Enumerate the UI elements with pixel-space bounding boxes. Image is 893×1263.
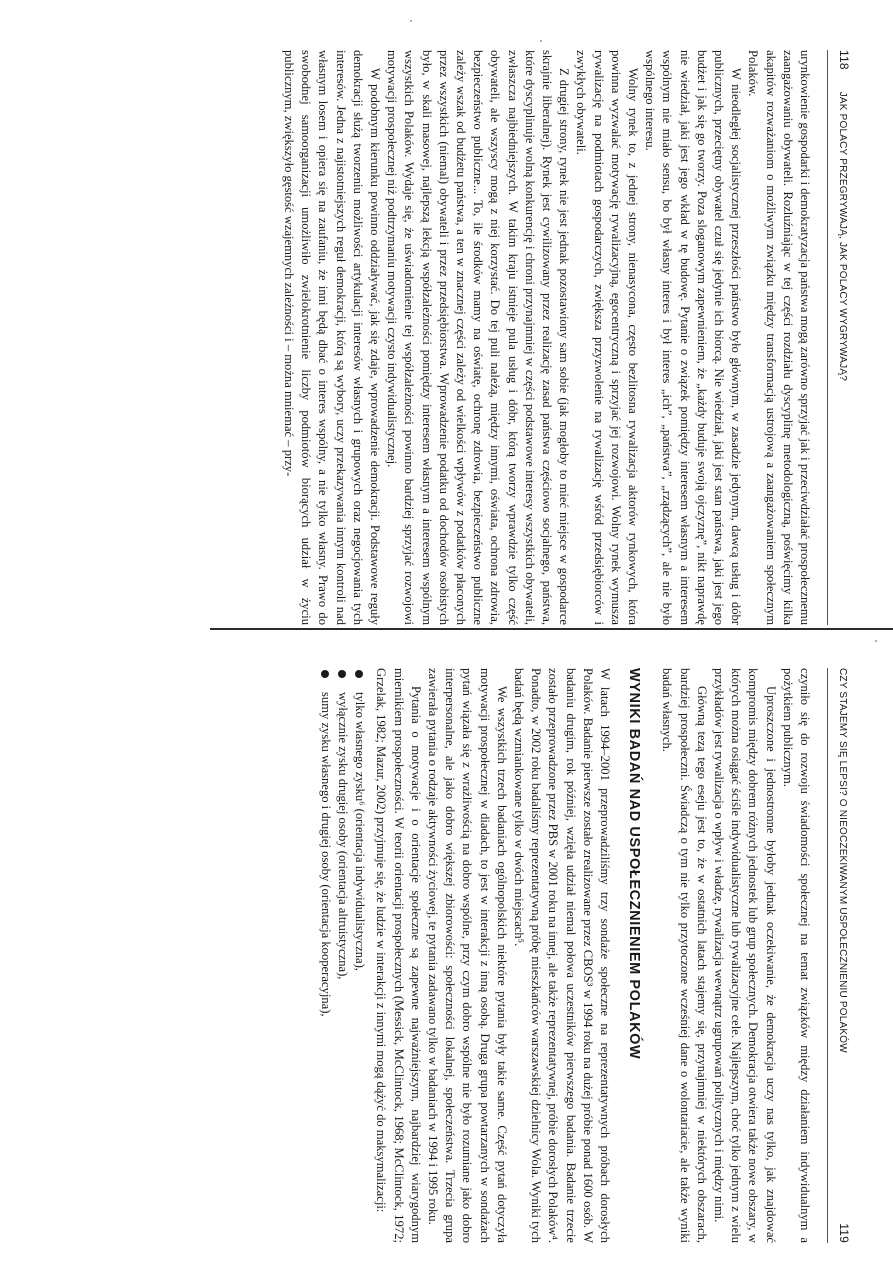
paragraph: Z drugiej strony, rynek nie jest jednak pozostawiony sam sobie (jak mogłoby to mieć miejsce w gospodarce skrajnie liberalnej). Rynek jest cywilizowany przez realizację zasad państwa częściowo socjalnego, państwa, które dyscyplinuje wolną konkurencję i chroni przynajmniej w części podstawowe interesy wszystkich obywateli, zwłaszcza najbiedniejszych. W takim kraju istnieje pula usług i dóbr, którą tworzy wprawdzie tylko część obywateli, ale wszyscy mogą z niej korzystać. Do tej puli należą, między innymi, oświata, ochrona zdrowia, bezpieczeństwo publiczne... To, ile środków mamy na oświatę, ochronę zdrowia, bezpieczeństwo publiczne zależy wszak od budżetu państwa, a ten w znacznej części zależy od wielkości wpływów z podatków płaconych przez wszystkich (niemal) obywateli i przez przedsiębiorstwa. Wprowadzenie podatku od dochodów osobistych było, w skali masowej, najlepszą lekcją współzależności pomiędzy interesem własnym a interesem wspólnym wszystkich Polaków. Wydaje się, że uświadomienie tej współzależności powinno bardziej sprzyjać rozwojowi motywacji prospołecznej niż podtrzymaniu motywacji czysto indywidualistycznej.	[385, 50, 572, 625]
page-118	[83, 50, 851, 625]
list-item-text: wyłącznie zysku drugiej osoby (orientacja altruistyczna),	[335, 692, 350, 980]
paragraph: urynkowienie gospodarki i demokratyzacja państwa mogą zarówno sprzyjać jak i przeciwdziałać prospołecznemu zaangażowaniu obywateli. Rozluźniając w tej części rozdziału dyscyplinę metodologiczną, poświęcimy kilka akapitów rozważaniom o możliwym związku między transformacją ustrojową a zaangażowaniem społecznym Polaków.	[746, 50, 812, 625]
scan-speck	[410, 20, 412, 22]
section-title: WYNIKI BADAŃ NAD USPOŁECZNIENIEM POLAKÓW	[626, 668, 643, 1060]
page-body	[317, 668, 813, 1243]
bullet-list	[317, 668, 369, 1243]
running-head-118	[827, 50, 851, 625]
scan-speck	[875, 640, 877, 642]
bullet-icon	[321, 670, 329, 678]
page-gutter-divider	[210, 628, 893, 630]
running-head-title: CZY STAJEMY SIĘ LEPSI? O NIEOCZEKIWANYM USPOŁECZNIENIU POLAKÓW	[837, 668, 848, 1053]
page-body	[280, 50, 813, 625]
scan-speck	[540, 40, 542, 42]
list-item	[317, 668, 334, 1243]
list-item	[351, 668, 368, 1243]
paragraph: W podobnym kierunku powinno oddziaływać, jak się zdaje, wprowadzenie demokracji. Podstawowe reguły demokracji służą tworzeniu możliwości artykulacji interesów własnych i grupowych oraz negocjowania tych interesów. Jedna z najistotniejszych reguł demokracji, którą są wybory, uczy przekazywania innym kontroli nad własnym losem i opiera się na zaufaniu, że inni będą dbać o interes wspólny, a nie tylko własny. Prawo do swobodnej samoorganizacji umożliwiło zwielokrotnienie liczby podmiotów biorących udział w życiu publicznym, zwiększyło gęstość wzajemnych zależności i – można mniemać – przy-	[281, 50, 382, 625]
bullet-icon	[355, 670, 363, 678]
paragraph: We wszystkich trzech badaniach ogólnopolskich niektóre pytania były takie same. Część pytań dotyczyła motywacji prospołecznej w diadach, to jest w interakcji z inną osobą. Druga grupa powtarzanych w sondażach pytań wiązała się z wrażliwością na dobro wspólne, przy czym dobro wspólne nie było rozumiane jako dobro interpersonalne, ale jako dobro większej zbiorowości: społeczności lokalnej, społeczeństwa. Trzecia grupa zawierała pytania o rodzaje aktywności życiowej, te pytania zadawano tylko w badaniach w 1994 i 1995 roku.	[425, 668, 509, 1243]
paragraph: W latach 1994–2001 przeprowadziliśmy trzy sondaże społeczne na reprezentatywnych próbach dorosłych Polaków. Badanie pierwsze zostało zrealizowane przez CBOS³ w 1994 roku na dużej próbie ponad 1600 osób. W badaniu drugim, rok później, wzięła udział niemal połowa uczestników pierwszego badania. Badanie trzecie zostało przeprowadzone przez PBS w 2001 roku na innej, ale także reprezentatywnej, próbie dorosłych Polaków⁴. Ponadto, w 2002 roku badaliśmy reprezentatywną próbę mieszkańców warszawskiej dzielnicy Wola. Wyniki tych badań będą wzmiankowane tylko w dwóch miejscach⁵.	[511, 668, 612, 1243]
paragraph: Wolny rynek to, z jednej strony, nienasycona, często bezlitosna rywalizacja aktorów rynkowych, która powinna wyzwalać motywację rywalizacyjną, egocentryczną i sprzyjać jej rozwojowi. Wolny rynek wymusza rywalizację na podmiotach gospodarczych, zwiększa przyzwolenie na rywalizację wśród przedsiębiorców i zwykłych obywateli.	[574, 50, 640, 625]
running-head-title: JAK POLACY PRZEGRYWAJĄ, JAK POLACY WYGRYWAJĄ?	[837, 91, 848, 381]
page-119	[83, 668, 851, 1243]
paragraph: Uproszczone i jednostronne byłoby jednak oczekiwanie, że demokracja uczy nas tylko, jak znajdować kompromis między dobrem różnych jednostek lub grup społecznych. Demokracja otwiera także nowe obszary, w których można osiągać ściśle indywidualistyczne lub rywalizacyjne cele. Najlepszym, choć tylko jednym z wielu przykładów jest rywalizacja o wpływ i władzę, rywalizacja wewnątrz ugrupowań politycznych i między nimi.	[711, 668, 778, 1243]
paragraph: Pytania o motywacje i o orientacje społeczne są zapewne najważniejszym, najbardziej wiarygodnym miernikiem prospołeczności. W teorii orientacji prospołecznych (Messick, McClintock, 1968; McClintock, 1972; Grzelak, 1982; Mazur, 2002) przyjmuje się, że ludzie w interakcji z innymi mogą dążyć do maksymalizacji:	[374, 668, 423, 1243]
list-item	[334, 668, 351, 1243]
page-number: 119	[837, 1223, 851, 1243]
paragraph: W nieodległej socjalistycznej przeszłości państwo było głównym, w zasadzie jedynym, dawcą usług i dóbr publicznych, przeciętny obywatel czuł się jedynie ich biorcą. Nie wiedział, jaki jest stan państwa, jaki jest jego budżet i jak się go tworzy. Poza sloganowym zapewnieniem, że „każdy buduje swoją ojczyznę”, nikt naprawdę nie wiedział, jaki jest jego wkład w tę budowę. Pytanie o związek pomiędzy interesem własnym a interesem wspólnym nie miało sensu, bo był własny interes i był interes „ich”, „państwa”, „rządzących”, ale nie było wspólnego interesu.	[643, 50, 744, 625]
paragraph: Główną tezą tego eseju jest to, że w ostatnich latach stajemy się, przynajmniej w niektórych obszarach, bardziej prospołeczni. Świadczą o tym nie tylko przytoczone wcześniej dane o wolontariacie, ale także wyniki badań własnych.	[660, 668, 709, 1243]
page-number: 118	[837, 50, 851, 70]
list-item-text: tylko własnego zysku⁶ (orientacja indywidualistyczna),	[353, 692, 368, 971]
bullet-icon	[338, 670, 346, 678]
paragraph: czyniło się do rozwoju świadomości społecznej na temat związków między działaniem indywidualnym a pożytkiem publicznym.	[780, 668, 812, 1243]
list-item-text: sumy zysku własnego i drugiej osoby (orientacja kooperacyjna),	[318, 692, 333, 1017]
running-head-119	[827, 668, 851, 1243]
